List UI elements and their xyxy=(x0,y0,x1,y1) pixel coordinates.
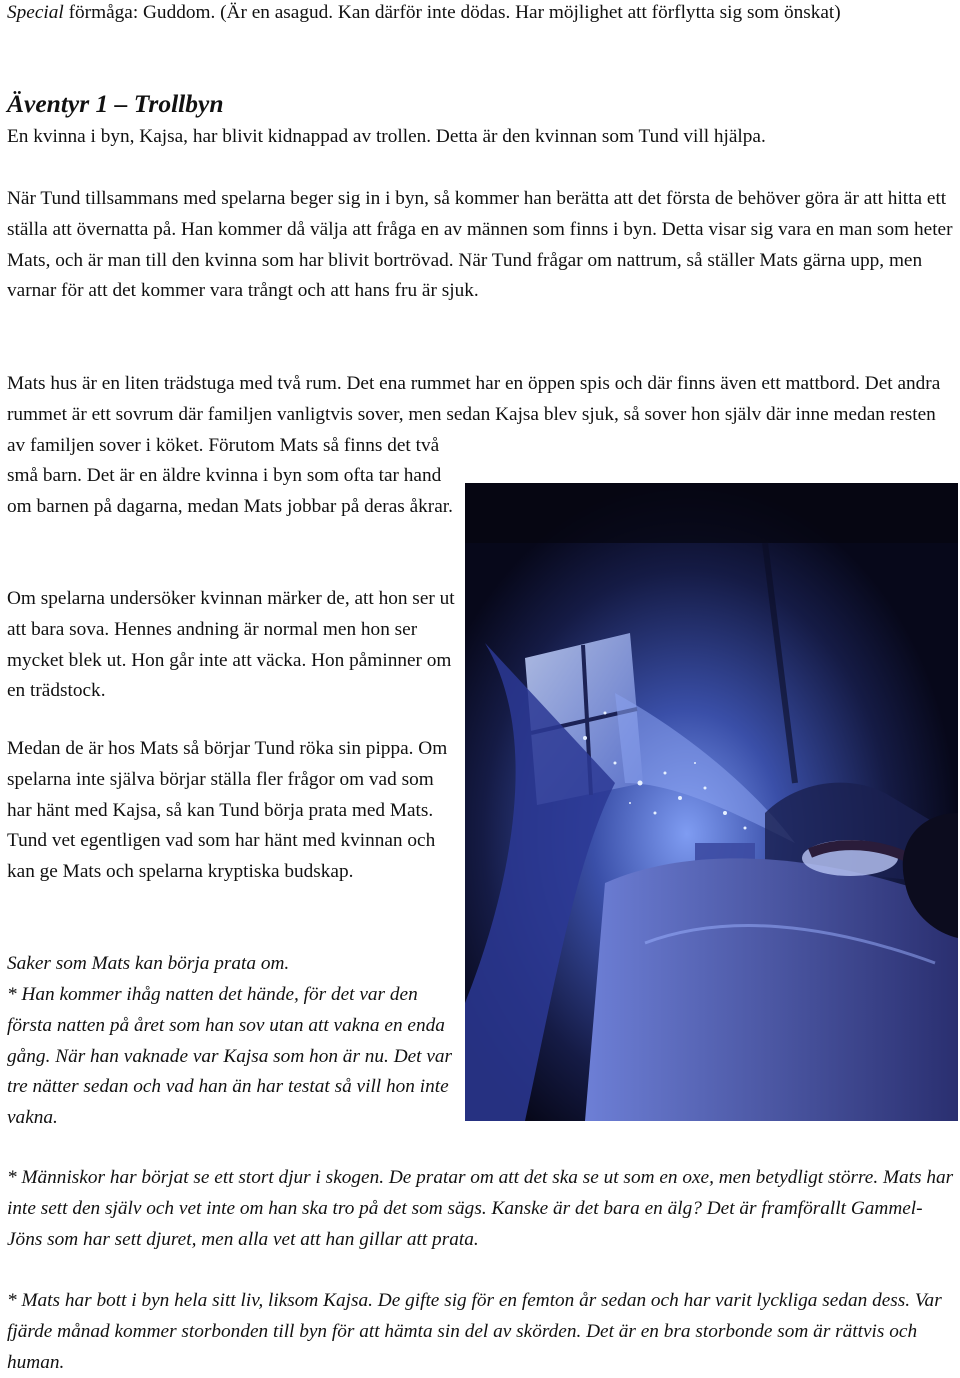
paragraph-house-continued: små barn. Det är en äldre kvinna i byn som ofta tar hand om barnen på dagarna, medan Mats jobbar på deras åkrar. xyxy=(7,465,453,517)
topic-bullet-mats-life: * Mats har bott i byn hela sitt liv, liksom Kajsa. De gifte sig för en femton år sedan och har varit lyckliga sedan dess. Var fjärde månad kommer storbonden till byn för att hämta sin del av skörden. Det är en bra storbonde som är rättvis och human. xyxy=(7,1290,942,1373)
paragraph-house: Mats hus är en liten trädstuga med två rum. Det ena rummet har en öppen spis och där finns även ett mattbord. Det andra rummet är ett sovrum där familjen vanligtvis sover, men sedan Kajsa blev sjuk, så sover hon själv där inne medan resten av familjen sover i köket. Förutom Mats så finns det två xyxy=(7,373,941,456)
paragraph-examine-woman: Om spelarna undersöker kvinnan märker de, att hon ser ut att bara sova. Hennes andning är normal men hon ser mycket blek ut. Hon går inte att väcka. Hon påminner om en trädstock. xyxy=(7,588,455,702)
special-label: Special xyxy=(7,2,64,23)
illustration-svg xyxy=(465,483,958,1121)
topic-bullet-night: * Han kommer ihåg natten det hände, för det var den första natten på året som han sov utan att vakna en enda gång. När han vaknade var Kajsa som hon är nu. Det var tre nätter sedan och vad han än har testat så vill hon inte vakna. xyxy=(7,984,453,1129)
paragraph-arrival: När Tund tillsammans med spelarna beger sig in i byn, så kommer han berätta att det första de behöver göra är att hitta ett ställa att övernatta på. Han kommer då välja att fråga en av männen som finns i byn. Detta visar sig vara en man som heter Mats, och är man till den kvinna som har blivit bortrövad. När Tund frågar om nattrum, så ställer Mats gärna upp, men varnar för att det kommer vara trångt och att hans fru är sjuk. xyxy=(7,188,953,302)
special-ability-line xyxy=(7,0,955,29)
topic-bullet-beast: * Människor har börjat se ett stort djur i skogen. De pratar om att det ska se ut som en oxe, men betydligt större. Mats har inte sett den själv och vet inte om han ska tro på det som sägs. Kanske är det bara en älg? Det är framförallt Gammel-Jöns som har sett djuret, men alla vet att han gillar att prata. xyxy=(7,1167,954,1250)
section-title: Äventyr 1 – Trollbyn xyxy=(7,89,224,118)
intro-paragraph: En kvinna i byn, Kajsa, har blivit kidnappad av trollen. Detta är den kvinnan som Tund vill hjälpa. xyxy=(7,126,766,147)
topics-heading: Saker som Mats kan börja prata om. xyxy=(7,953,290,974)
bedroom-night-illustration xyxy=(465,483,958,1121)
special-text: förmåga: Guddom. (Är en asagud. Kan därför inte dödas. Har möjlighet att förflytta sig som önskat) xyxy=(63,2,841,23)
paragraph-tund-pipe: Medan de är hos Mats så börjar Tund röka sin pippa. Om spelarna inte själva börjar ställa fler frågor om vad som har hänt med Kajsa, så kan Tund börja prata med Mats. Tund vet egentligen vad som har hänt med kvinnan och kan ge Mats och spelarna kryptiska budskap. xyxy=(7,738,448,883)
